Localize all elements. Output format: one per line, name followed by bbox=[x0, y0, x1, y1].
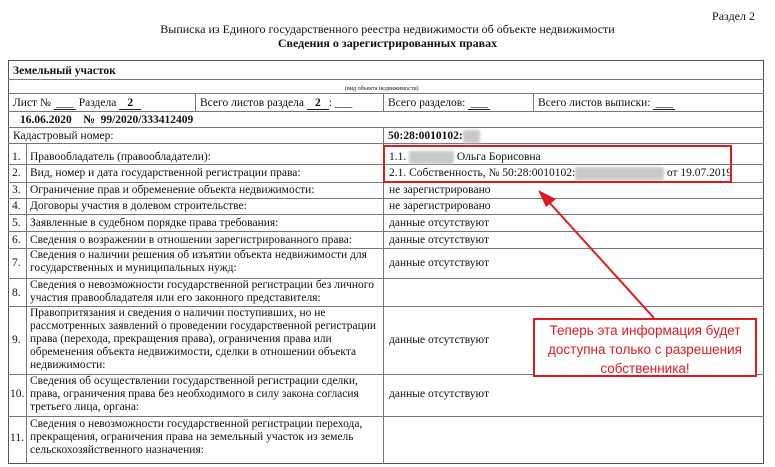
row-value: данные отсутствуют bbox=[389, 217, 489, 229]
row-number: 8. bbox=[12, 287, 21, 299]
row-label: Сведения о наличии решения об изъятии объекта недвижимости для государственных и муниципальных нужд: bbox=[30, 249, 367, 274]
row-number: 10. bbox=[10, 388, 25, 400]
row-number: 9. bbox=[12, 334, 21, 346]
row-label: Сведения о возражении в отношении зарегистрированного права: bbox=[30, 234, 353, 246]
row-number: 3. bbox=[12, 184, 21, 196]
row-number: 4. bbox=[12, 200, 21, 212]
row-number: 5. bbox=[12, 217, 21, 229]
row-value: не зарегистрировано bbox=[389, 200, 491, 212]
cadastral-label: Кадастровый номер: bbox=[13, 130, 114, 142]
cadastral-number: 50:28:0010102: bbox=[388, 130, 480, 143]
row-value: данные отсутствуют bbox=[389, 257, 489, 269]
document-title: Выписка из Единого государственного реестра недвижимости об объекте недвижимости bbox=[160, 22, 615, 36]
row-label: Правопритязания и сведения о наличии поступивших, но не рассмотренных заявлений о проведении государственной регистрации права (перехода, прекращения права), ограничения права или обременения объекта недвижимости, сделки в отношении объекта недвижимости: bbox=[30, 307, 377, 371]
row-value: не зарегистрировано bbox=[389, 184, 491, 196]
row-value: данные отсутствуют bbox=[389, 234, 489, 246]
row-label: Сведения об осуществлении государственной регистрации сделки, права, ограничения права без необходимого в силу закона согласия третьего лица, органа: bbox=[30, 375, 359, 413]
section-label: Раздел 2 bbox=[712, 9, 755, 23]
row-label: Сведения о невозможности государственной регистрации перехода, прекращения, ограничения права на земельный участок из земель сельскохозяйственного назначения: bbox=[30, 418, 363, 456]
right-holder-value: 1.1. Ольга Борисовна bbox=[389, 151, 541, 163]
object-type-caption: (вид объекта недвижимости) bbox=[345, 86, 419, 92]
total-sections: Всего разделов: ___ bbox=[388, 97, 490, 110]
row-label: Ограничение прав и обременение объекта недвижимости: bbox=[30, 184, 315, 196]
row-label: Вид, номер и дата государственной регистрации права: bbox=[30, 167, 301, 179]
callout-note: Теперь эта информация будет доступна только с разрешения собственника! bbox=[533, 318, 757, 377]
row-value: данные отсутствуют bbox=[389, 388, 489, 400]
row-number: 2. bbox=[12, 167, 21, 179]
object-type: Земельный участок bbox=[13, 65, 116, 77]
sheet-number: Лист № ___ Раздела 2 bbox=[13, 97, 141, 110]
row-label: Правообладатель (правообладатели): bbox=[30, 151, 211, 163]
row-number: 6. bbox=[12, 234, 21, 246]
document-subtitle: Сведения о зарегистрированных правах bbox=[277, 36, 498, 50]
row-number: 1. bbox=[12, 151, 21, 163]
row-label: Сведения о невозможности государственной регистрации без личного участия правообладателя или его законного представителя: bbox=[30, 279, 374, 304]
row-number: 11. bbox=[10, 432, 24, 444]
registration-value: 2.1. Собственность, № 50:28:0010102: от 19.07.2019 bbox=[389, 167, 733, 179]
row-value: данные отсутствуют bbox=[389, 334, 489, 346]
row-label: Заявленные в судебном порядке права требования: bbox=[30, 217, 279, 229]
sheets-in-section: Всего листов раздела 2 : ___ bbox=[200, 97, 353, 109]
record-date-number: 16.06.2020 № 99/2020/333412409 bbox=[20, 114, 194, 126]
total-extract-sheets: Всего листов выписки: ___ bbox=[538, 97, 675, 110]
row-label: Договоры участия в долевом строительстве: bbox=[30, 200, 247, 212]
row-number: 7. bbox=[12, 257, 21, 269]
